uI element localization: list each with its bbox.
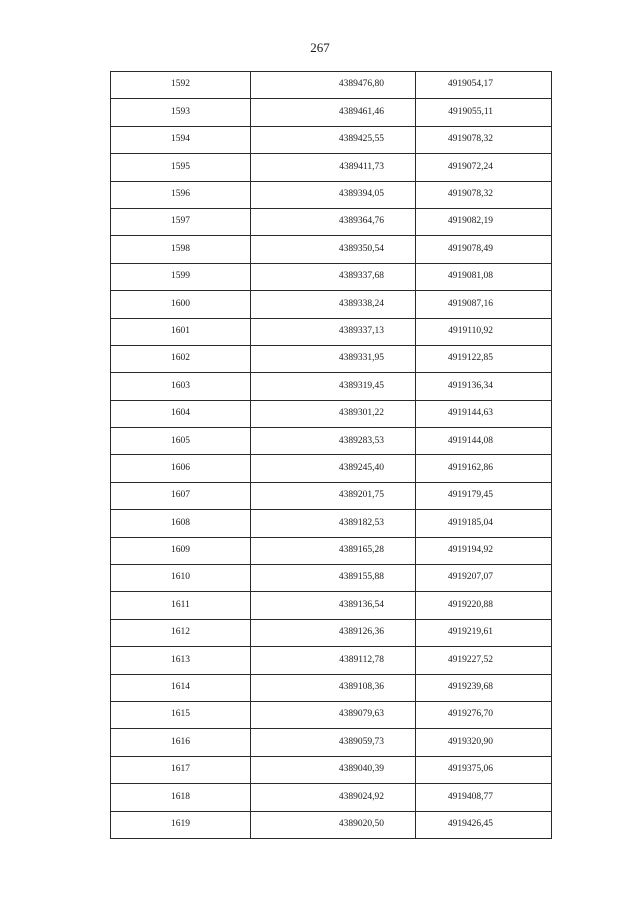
table-row (111, 455, 552, 482)
y-coordinate-cell: 4919144,08 (416, 428, 552, 455)
table-row (111, 537, 552, 564)
x-coordinate-cell: 4389079,63 (251, 701, 416, 728)
y-coordinate-cell: 4919426,45 (416, 811, 552, 838)
page-number: 267 (310, 40, 330, 55)
table-row (111, 482, 552, 509)
y-coordinate-cell: 4919194,92 (416, 537, 552, 564)
table-row (111, 373, 552, 400)
y-coordinate-cell: 4919072,24 (416, 154, 552, 181)
y-coordinate-cell: 4919239,68 (416, 674, 552, 701)
y-coordinate-cell: 4919162,86 (416, 455, 552, 482)
table-row (111, 99, 552, 126)
point-number-cell: 1599 (111, 263, 251, 290)
table-row (111, 592, 552, 619)
y-coordinate-cell: 4919408,77 (416, 784, 552, 811)
point-number-cell: 1601 (111, 318, 251, 345)
y-coordinate-cell: 4919320,90 (416, 729, 552, 756)
x-coordinate-cell: 4389112,78 (251, 647, 416, 674)
point-number-cell: 1615 (111, 701, 251, 728)
table-row (111, 263, 552, 290)
table-row (111, 236, 552, 263)
point-number-cell: 1610 (111, 565, 251, 592)
x-coordinate-cell: 4389337,68 (251, 263, 416, 290)
y-coordinate-cell: 4919207,07 (416, 565, 552, 592)
table-row (111, 181, 552, 208)
table-body (111, 72, 552, 839)
point-number-cell: 1596 (111, 181, 251, 208)
table-row (111, 674, 552, 701)
point-number-cell: 1614 (111, 674, 251, 701)
y-coordinate-cell: 4919375,06 (416, 756, 552, 783)
point-number-cell: 1616 (111, 729, 251, 756)
point-number-cell: 1605 (111, 428, 251, 455)
table-row (111, 701, 552, 728)
x-coordinate-cell: 4389331,95 (251, 345, 416, 372)
x-coordinate-cell: 4389040,39 (251, 756, 416, 783)
y-coordinate-cell: 4919219,61 (416, 619, 552, 646)
x-coordinate-cell: 4389126,36 (251, 619, 416, 646)
table-row (111, 565, 552, 592)
x-coordinate-cell: 4389182,53 (251, 510, 416, 537)
point-number-cell: 1592 (111, 72, 251, 99)
x-coordinate-cell: 4389283,53 (251, 428, 416, 455)
x-coordinate-cell: 4389338,24 (251, 291, 416, 318)
x-coordinate-cell: 4389108,36 (251, 674, 416, 701)
y-coordinate-cell: 4919078,49 (416, 236, 552, 263)
point-number-cell: 1612 (111, 619, 251, 646)
table-row (111, 619, 552, 646)
y-coordinate-cell: 4919185,04 (416, 510, 552, 537)
point-number-cell: 1618 (111, 784, 251, 811)
y-coordinate-cell: 4919078,32 (416, 126, 552, 153)
table-row (111, 126, 552, 153)
x-coordinate-cell: 4389201,75 (251, 482, 416, 509)
table-row (111, 729, 552, 756)
table-row (111, 811, 552, 838)
point-number-cell: 1609 (111, 537, 251, 564)
table-row (111, 510, 552, 537)
y-coordinate-cell: 4919054,17 (416, 72, 552, 99)
y-coordinate-cell: 4919122,85 (416, 345, 552, 372)
x-coordinate-cell: 4389165,28 (251, 537, 416, 564)
x-coordinate-cell: 4389155,88 (251, 565, 416, 592)
x-coordinate-cell: 4389461,46 (251, 99, 416, 126)
x-coordinate-cell: 4389301,22 (251, 400, 416, 427)
y-coordinate-cell: 4919081,08 (416, 263, 552, 290)
point-number-cell: 1600 (111, 291, 251, 318)
y-coordinate-cell: 4919220,88 (416, 592, 552, 619)
y-coordinate-cell: 4919227,52 (416, 647, 552, 674)
point-number-cell: 1619 (111, 811, 251, 838)
table-row (111, 318, 552, 345)
table-row (111, 208, 552, 235)
table-row (111, 72, 552, 99)
y-coordinate-cell: 4919179,45 (416, 482, 552, 509)
point-number-cell: 1594 (111, 126, 251, 153)
x-coordinate-cell: 4389350,54 (251, 236, 416, 263)
x-coordinate-cell: 4389337,13 (251, 318, 416, 345)
point-number-cell: 1607 (111, 482, 251, 509)
coordinates-table (110, 71, 552, 839)
x-coordinate-cell: 4389476,80 (251, 72, 416, 99)
x-coordinate-cell: 4389020,50 (251, 811, 416, 838)
point-number-cell: 1602 (111, 345, 251, 372)
x-coordinate-cell: 4389319,45 (251, 373, 416, 400)
table-row (111, 400, 552, 427)
point-number-cell: 1598 (111, 236, 251, 263)
y-coordinate-cell: 4919110,92 (416, 318, 552, 345)
table-row (111, 428, 552, 455)
point-number-cell: 1611 (111, 592, 251, 619)
point-number-cell: 1595 (111, 154, 251, 181)
x-coordinate-cell: 4389024,92 (251, 784, 416, 811)
y-coordinate-cell: 4919082,19 (416, 208, 552, 235)
table-row (111, 756, 552, 783)
table-row (111, 345, 552, 372)
point-number-cell: 1606 (111, 455, 251, 482)
x-coordinate-cell: 4389394,05 (251, 181, 416, 208)
x-coordinate-cell: 4389136,54 (251, 592, 416, 619)
point-number-cell: 1593 (111, 99, 251, 126)
x-coordinate-cell: 4389059,73 (251, 729, 416, 756)
table-row (111, 291, 552, 318)
x-coordinate-cell: 4389425,55 (251, 126, 416, 153)
x-coordinate-cell: 4389364,76 (251, 208, 416, 235)
x-coordinate-cell: 4389245,40 (251, 455, 416, 482)
y-coordinate-cell: 4919087,16 (416, 291, 552, 318)
table-row (111, 154, 552, 181)
y-coordinate-cell: 4919144,63 (416, 400, 552, 427)
point-number-cell: 1604 (111, 400, 251, 427)
table-row (111, 647, 552, 674)
point-number-cell: 1597 (111, 208, 251, 235)
y-coordinate-cell: 4919276,70 (416, 701, 552, 728)
y-coordinate-cell: 4919055,11 (416, 99, 552, 126)
point-number-cell: 1617 (111, 756, 251, 783)
point-number-cell: 1608 (111, 510, 251, 537)
y-coordinate-cell: 4919078,32 (416, 181, 552, 208)
x-coordinate-cell: 4389411,73 (251, 154, 416, 181)
point-number-cell: 1613 (111, 647, 251, 674)
table-row (111, 784, 552, 811)
point-number-cell: 1603 (111, 373, 251, 400)
y-coordinate-cell: 4919136,34 (416, 373, 552, 400)
